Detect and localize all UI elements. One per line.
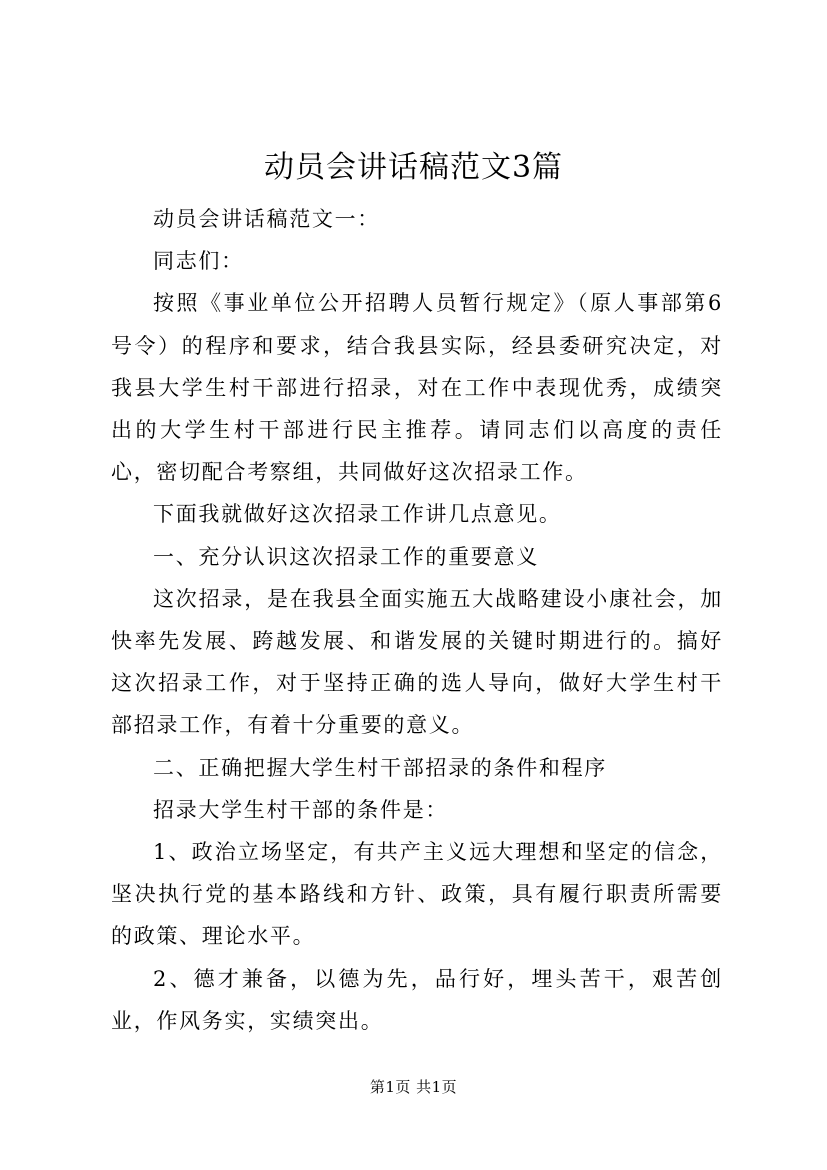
section-heading-one: 一、充分认识这次招录工作的重要意义 <box>153 544 539 569</box>
condition-item-1: 1、政治立场坚定，有共产主义远大理想和坚定的信念，坚决执行党的基本路线和方针、政策，具有履行职责所需要的政策、理论水平。 <box>111 840 723 949</box>
condition-item-2: 2、德才兼备，以德为先，品行好，埋头苦干，艰苦创业，作风务实，实绩突出。 <box>111 966 723 1033</box>
paragraph-salutation: 同志们： <box>153 249 244 274</box>
document-body <box>111 198 723 1042</box>
document-title: 动员会讲话稿范文3篇 <box>263 150 564 185</box>
paragraph-significance: 这次招录，是在我县全面实施五大战略建设小康社会，加快率先发展、跨越发展、和谐发展的关键时期进行的。搞好这次招录工作，对于坚持正确的选人导向，做好大学生村干部招录工作，有着十分重要的意义。 <box>111 586 723 738</box>
paragraph-opinions: 下面我就做好这次招录工作讲几点意见。 <box>153 502 562 527</box>
paragraph-conditions: 招录大学生村干部的条件是： <box>153 797 449 822</box>
paragraph-intro: 按照《事业单位公开招聘人员暂行规定》（原人事部第6号令）的程序和要求，结合我县实际，经县委研究决定，对我县大学生村干部进行招录，对在工作中表现优秀，成绩突出的大学生村干部进行民主推荐。请同志们以高度的责任心，密切配合考察组，共同做好这次招录工作。 <box>111 291 723 485</box>
paragraph-heading-one: 动员会讲话稿范文一： <box>153 207 380 231</box>
page-footer: 第1页 共1页 <box>369 1078 458 1096</box>
section-heading-two: 二、正确把握大学生村干部招录的条件和程序 <box>153 755 607 780</box>
